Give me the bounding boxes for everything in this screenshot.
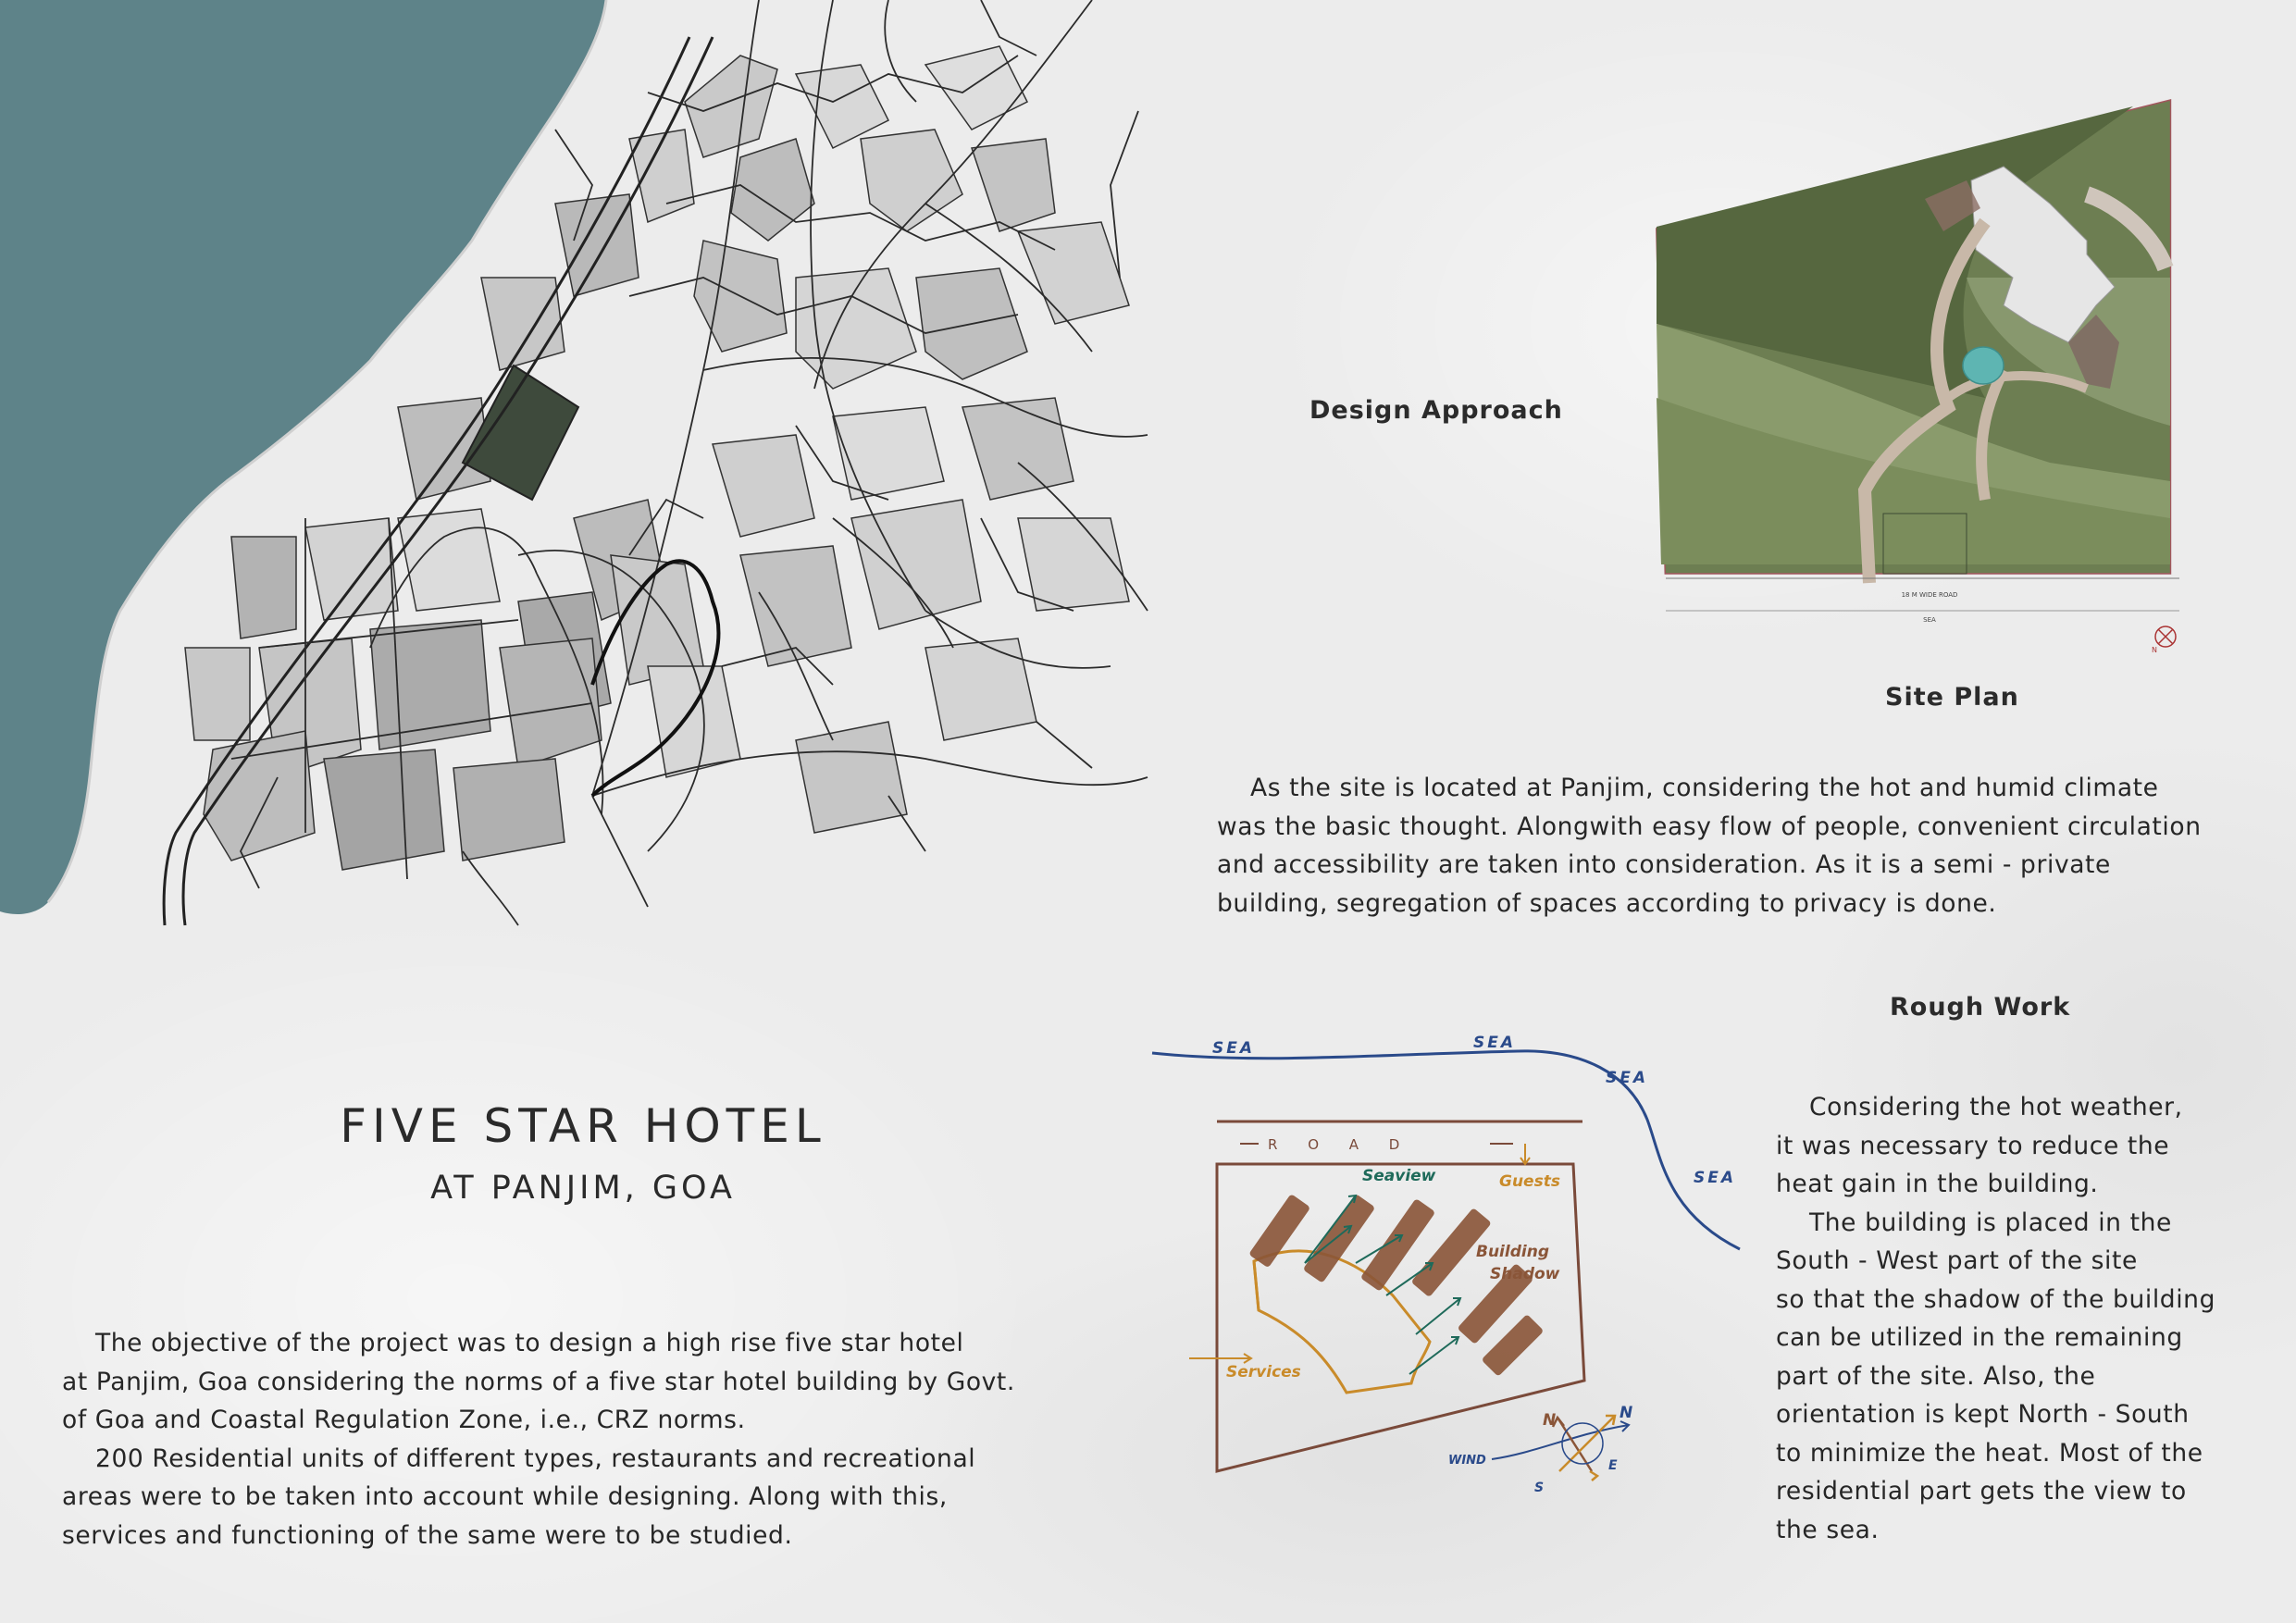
design-line-3: and accessibility are taken into consideration. As it is a semi - private xyxy=(1217,850,2111,879)
rough-work-sketch xyxy=(1148,1034,1758,1495)
site-plan-drawing xyxy=(1652,93,2179,654)
sketch-compass-n2: N xyxy=(1620,1404,1633,1422)
page-title: FIVE STAR HOTEL xyxy=(340,1099,826,1153)
objective-paragraph xyxy=(62,1324,1015,1555)
sketch-wind-label: WIND xyxy=(1448,1454,1486,1468)
heading-rough-work: Rough Work xyxy=(1890,993,2071,1022)
heading-design-approach: Design Approach xyxy=(1309,396,1563,425)
sketch-sea-1: SEA xyxy=(1212,1039,1256,1058)
rough-line-7: can be utilized in the remaining xyxy=(1776,1323,2183,1352)
rough-line-11: residential part gets the view to xyxy=(1776,1477,2187,1505)
sketch-guests-label: Guests xyxy=(1499,1172,1560,1191)
sketch-compass-e: E xyxy=(1608,1458,1618,1473)
rough-line-3: heat gain in the building. xyxy=(1776,1170,2099,1198)
design-line-1: As the site is located at Panjim, considering the hot and humid climate xyxy=(1250,774,2159,802)
objective-line-2: at Panjim, Goa considering the norms of a five star hotel building by Govt. xyxy=(62,1367,1015,1396)
heading-site-plan: Site Plan xyxy=(1885,683,2019,712)
objective-line-4: 200 Residential units of different types, restaurants and recreational xyxy=(95,1443,976,1473)
site-north-label: N xyxy=(2152,646,2157,654)
rough-line-10: to minimize the heat. Most of the xyxy=(1776,1438,2203,1468)
sketch-building-blocks xyxy=(1248,1194,1544,1377)
rough-line-1: Considering the hot weather, xyxy=(1809,1093,2183,1121)
rough-line-4: The building is placed in the xyxy=(1809,1208,2172,1237)
rough-line-9: orientation is kept North - South xyxy=(1776,1400,2190,1429)
rough-line-12: the sea. xyxy=(1776,1515,1880,1544)
design-line-4: building, segregation of spaces according to privacy is done. xyxy=(1217,888,1997,918)
objective-line-3: of Goa and Coastal Regulation Zone, i.e., CRZ norms. xyxy=(62,1406,746,1434)
design-approach-paragraph xyxy=(1217,769,2202,923)
rough-line-5: South - West part of the site xyxy=(1776,1246,2138,1275)
sketch-road-label: R O A D xyxy=(1268,1136,1413,1153)
rough-line-6: so that the shadow of the building xyxy=(1776,1284,2215,1314)
site-pool xyxy=(1963,347,2004,384)
sketch-compass-n1: N xyxy=(1543,1411,1557,1430)
sketch-services-label: Services xyxy=(1226,1363,1301,1381)
objective-line-5: areas were to be taken into account while designing. Along with this, xyxy=(62,1482,948,1511)
page-subtitle: AT PANJIM, GOA xyxy=(430,1170,736,1207)
location-map xyxy=(0,0,1203,925)
site-sea-label: SEA xyxy=(1923,616,1936,624)
site-road-label: 18 M WIDE ROAD xyxy=(1901,591,1958,599)
sketch-compass-s: S xyxy=(1534,1481,1545,1495)
design-line-2: was the basic thought. Alongwith easy flow of people, convenient circulation xyxy=(1217,812,2202,841)
sketch-sea-4: SEA xyxy=(1694,1169,1737,1187)
sketch-building-shadow-line1: Building xyxy=(1476,1243,1549,1261)
sketch-sea-2: SEA xyxy=(1473,1034,1517,1052)
rough-line-8: part of the site. Also, the xyxy=(1776,1361,2096,1391)
objective-line-6: services and functioning of the same were to be studied. xyxy=(62,1520,793,1550)
sketch-sea-3: SEA xyxy=(1606,1069,1649,1087)
rough-work-paragraph xyxy=(1776,1088,2215,1549)
sketch-seaview-label: Seaview xyxy=(1362,1167,1436,1185)
sketch-compass xyxy=(1553,1416,1615,1481)
sketch-building-shadow-line2: Shadow xyxy=(1490,1265,1560,1283)
site-north-arrow xyxy=(2155,626,2176,647)
rough-line-2: it was necessary to reduce the xyxy=(1776,1131,2170,1160)
objective-line-1: The objective of the project was to design a high rise five star hotel xyxy=(95,1329,964,1357)
